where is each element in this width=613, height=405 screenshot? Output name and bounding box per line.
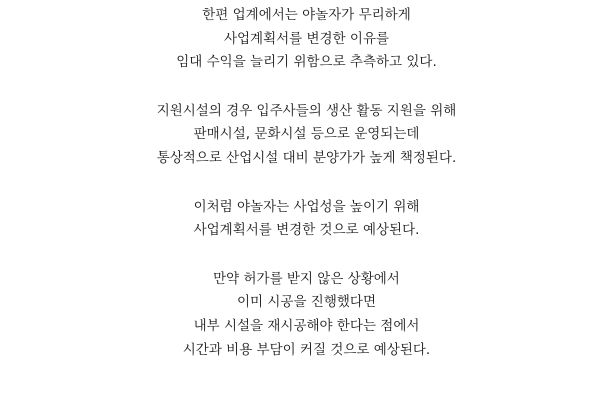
paragraph-2 (0, 100, 613, 171)
text-line: 사업계획서를 변경한 것으로 예상된다. (193, 222, 420, 239)
text-line: 시간과 비용 부담이 커질 것으로 예상된다. (182, 341, 431, 358)
text-line: 임대 수익을 늘리기 위함으로 추측하고 있다. (176, 54, 437, 71)
text-line: 만약 허가를 받지 않은 상황에서 (213, 270, 400, 287)
article-body (0, 4, 613, 387)
text-line: 사업계획서를 변경한 이유를 (223, 30, 390, 47)
text-line: 지원시설의 경우 입주사들의 생산 활동 지원을 위해 (156, 102, 457, 119)
paragraph-4 (0, 268, 613, 362)
paragraph-3 (0, 196, 613, 243)
text-line: 통상적으로 산업시설 대비 분양가가 높게 책정된다. (156, 149, 457, 166)
text-line: 내부 시설을 재시공해야 한다는 점에서 (193, 317, 420, 334)
text-line: 한편 업계에서는 야놀자가 무리하게 (202, 7, 411, 23)
text-line: 이미 시공을 진행했다면 (237, 294, 376, 311)
text-line: 판매시설, 문화시설 등으로 운영되는데 (193, 126, 420, 143)
paragraph-1 (0, 4, 613, 75)
text-line: 이처럼 야놀자는 사업성을 높이기 위해 (193, 198, 420, 215)
